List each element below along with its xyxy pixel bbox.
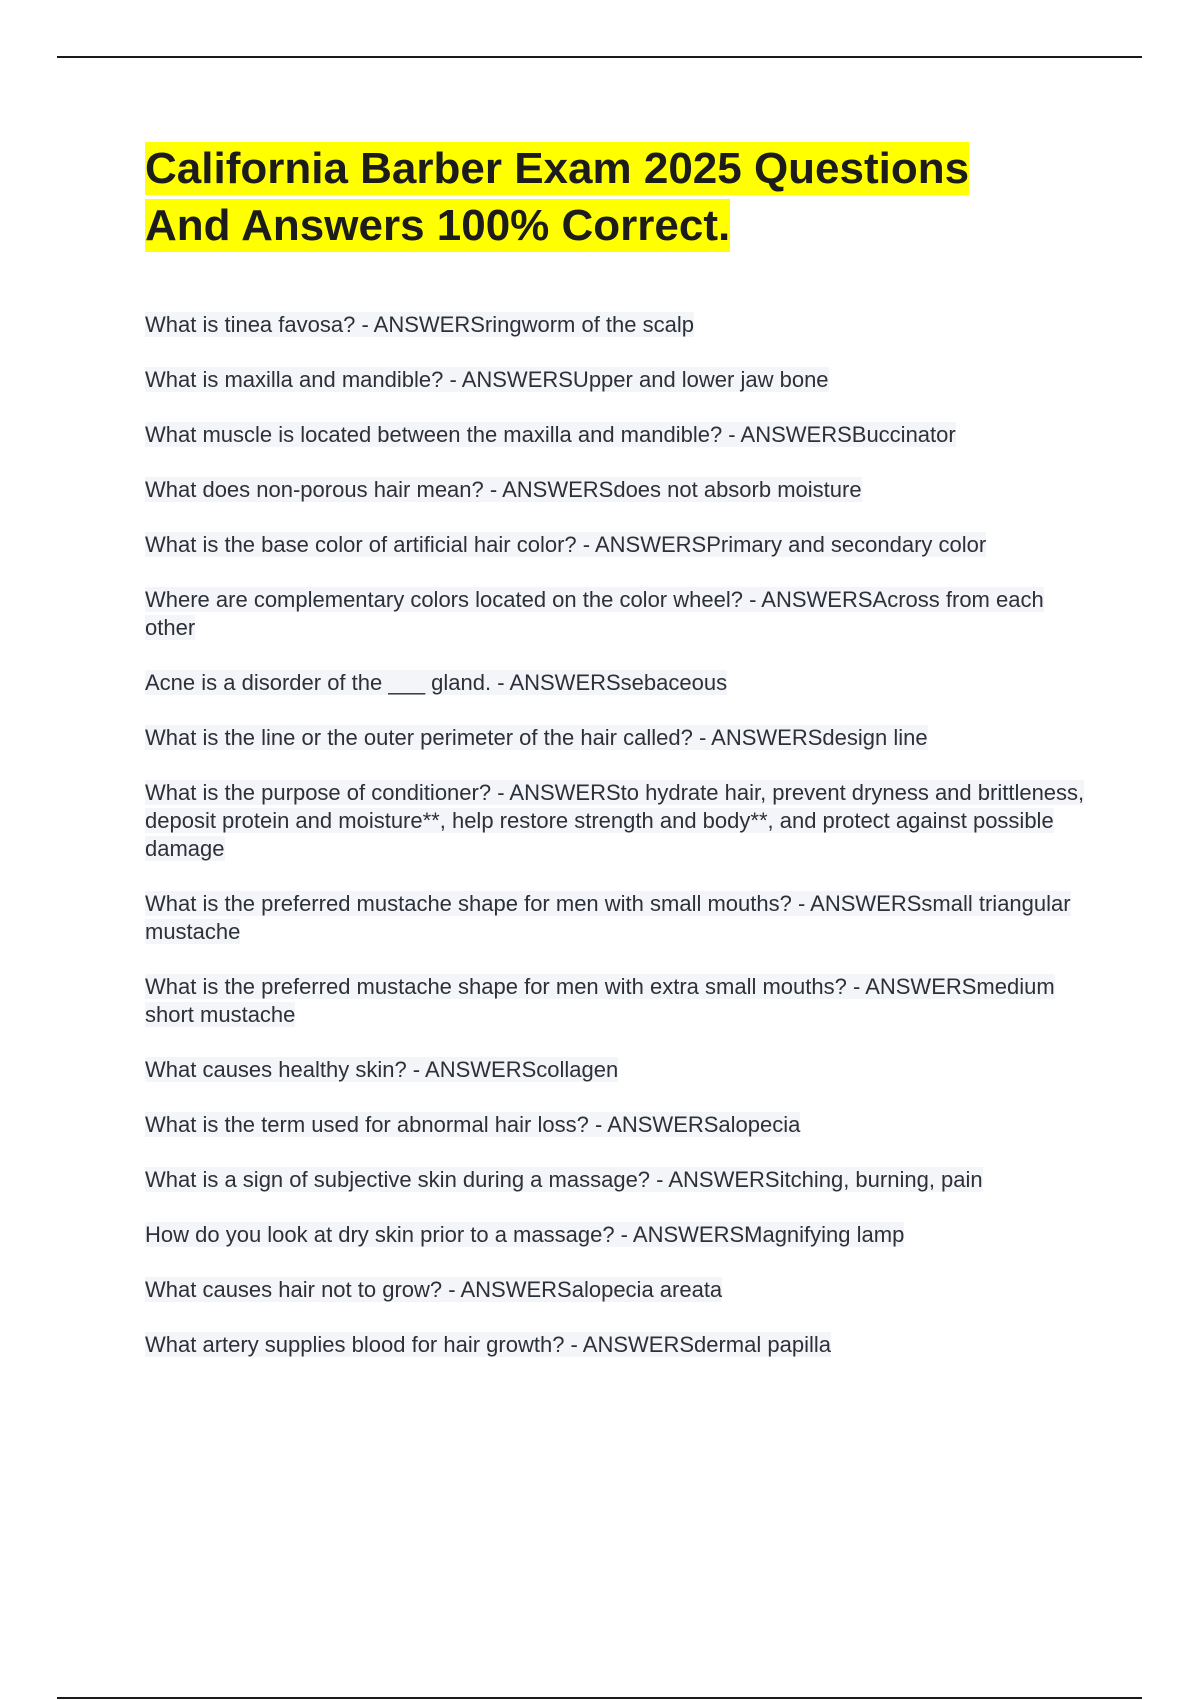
qa-text: What causes healthy skin? - ANSWERScollagen: [145, 1057, 619, 1082]
qa-item: [145, 890, 1095, 946]
qa-text: What is a sign of subjective skin during a massage? - ANSWERSitching, burning, pain: [145, 1167, 983, 1192]
qa-item: [145, 1056, 1095, 1084]
qa-item: [145, 1111, 1095, 1139]
qa-item: [145, 973, 1095, 1029]
qa-text: What muscle is located between the maxilla and mandible? - ANSWERSBuccinator: [145, 422, 956, 447]
qa-item: [145, 724, 1095, 752]
qa-item: [145, 1276, 1095, 1304]
qa-text: What causes hair not to grow? - ANSWERSalopecia areata: [145, 1277, 723, 1302]
qa-item: [145, 1221, 1095, 1249]
qa-item: [145, 779, 1095, 863]
bottom-rule: [57, 1697, 1142, 1699]
qa-item: [145, 421, 1095, 449]
qa-text: What is the purpose of conditioner? - ANSWERSto hydrate hair, prevent dryness and brittleness, deposit protein and moisture**, help restore strength and body**, and protect against possible damage: [145, 780, 1085, 861]
qa-item: [145, 476, 1095, 504]
qa-item: [145, 531, 1095, 559]
qa-text: What is tinea favosa? - ANSWERSringworm of the scalp: [145, 312, 694, 337]
qa-text: How do you look at dry skin prior to a massage? - ANSWERSMagnifying lamp: [145, 1222, 905, 1247]
top-rule: [57, 56, 1142, 58]
title-line-1: California Barber Exam 2025 Questions: [145, 144, 970, 193]
qa-item: [145, 669, 1095, 697]
qa-text: What artery supplies blood for hair growth? - ANSWERSdermal papilla: [145, 1332, 831, 1357]
qa-text: What is the preferred mustache shape for men with small mouths? - ANSWERSsmall triangular mustache: [145, 891, 1071, 944]
qa-item: [145, 1331, 1095, 1359]
qa-item: [145, 366, 1095, 394]
title-line-2: And Answers 100% Correct.: [145, 201, 731, 250]
qa-text: What is the term used for abnormal hair loss? - ANSWERSalopecia: [145, 1112, 801, 1137]
qa-text: What is the line or the outer perimeter of the hair called? - ANSWERSdesign line: [145, 725, 928, 750]
qa-item: [145, 586, 1095, 642]
qa-item: [145, 311, 1095, 339]
qa-text: What is maxilla and mandible? - ANSWERSUpper and lower jaw bone: [145, 367, 829, 392]
qa-text: Acne is a disorder of the ___ gland. - ANSWERSsebaceous: [145, 670, 728, 695]
qa-item: [145, 1166, 1095, 1194]
qa-text: What does non-porous hair mean? - ANSWERSdoes not absorb moisture: [145, 477, 862, 502]
qa-text: What is the preferred mustache shape for men with extra small mouths? - ANSWERSmedium short mustache: [145, 974, 1055, 1027]
qa-text: What is the base color of artificial hair color? - ANSWERSPrimary and secondary color: [145, 532, 987, 557]
qa-text: Where are complementary colors located on the color wheel? - ANSWERSAcross from each other: [145, 587, 1044, 640]
page-title: [145, 140, 1085, 254]
qa-list: [145, 311, 1095, 1386]
